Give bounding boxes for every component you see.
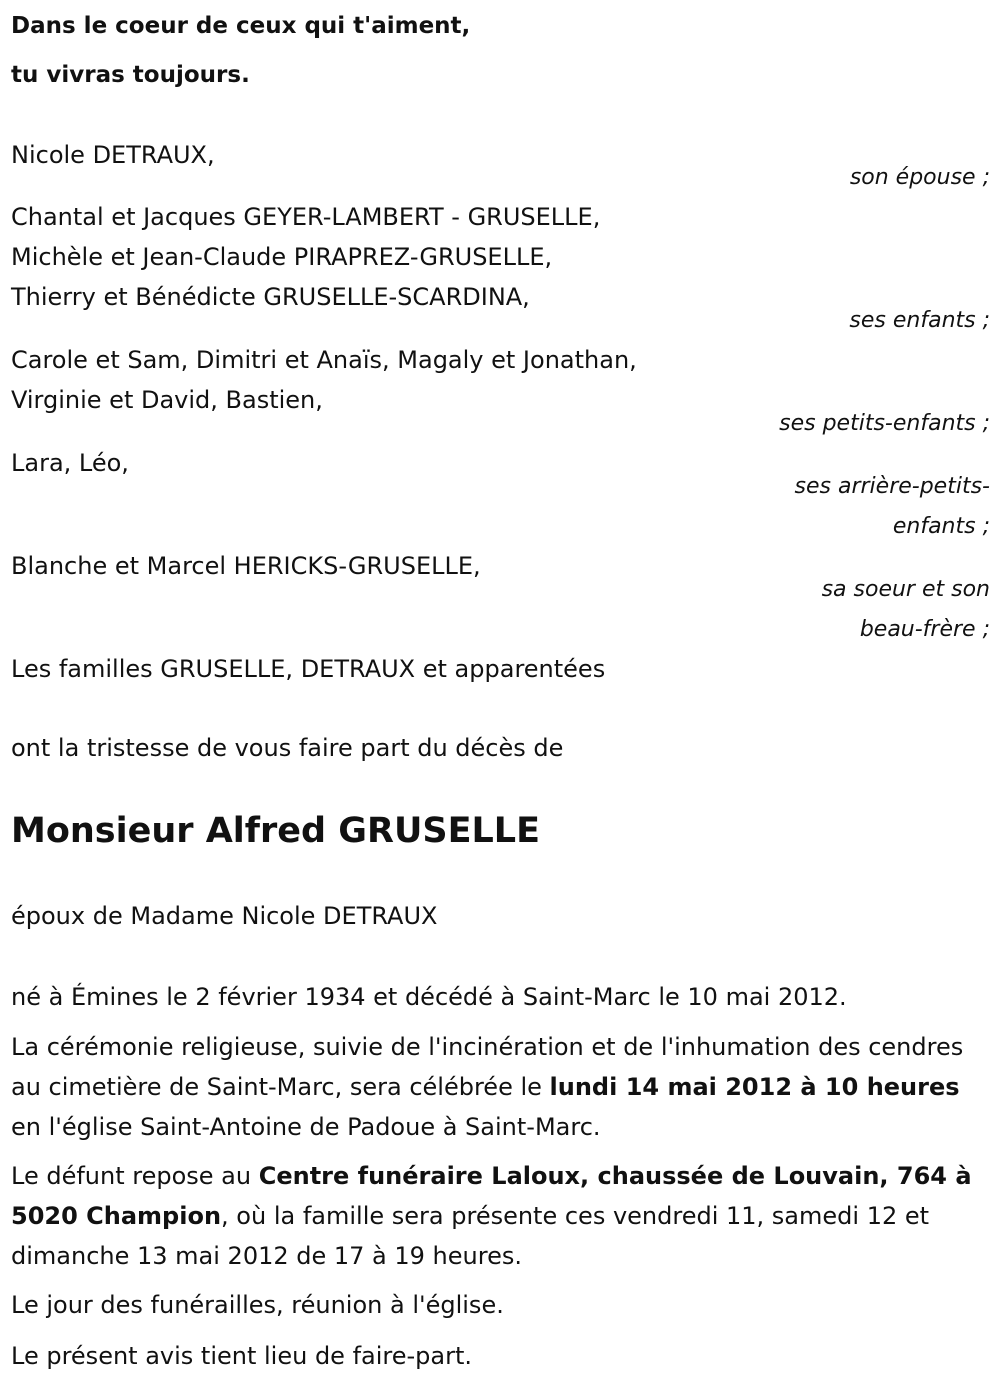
ceremony-place: en l'église Saint-Antoine de Padoue à Saint-Marc. [11, 1113, 601, 1141]
child-name: Thierry et Bénédicte GRUSELLE-SCARDINA, [11, 283, 530, 311]
ceremony-datetime: lundi 14 mai 2012 à 10 heures [549, 1073, 960, 1101]
sibling-relation: beau-frère ; [859, 617, 990, 642]
ceremony-paragraph [11, 1027, 989, 1147]
spouse-of-line: époux de Madame Nicole DETRAUX [11, 902, 438, 930]
birth-death-line: né à Émines le 2 février 1934 et décédé à Saint-Marc le 10 mai 2012. [11, 983, 847, 1011]
motto-line-1: Dans le coeur de ceux qui t'aiment, [11, 13, 471, 39]
spouse-name: Nicole DETRAUX, [11, 141, 215, 169]
deceased-name: Monsieur Alfred GRUSELLE [11, 811, 540, 851]
rest-text: Le défunt repose au [11, 1162, 259, 1190]
announcement-line: ont la tristesse de vous faire part du décès de [11, 734, 564, 762]
grandchildren-relation: ses petits-enfants ; [779, 411, 990, 436]
spouse-relation: son épouse ; [849, 165, 990, 190]
motto-line-2: tu vivras toujours. [11, 62, 250, 88]
ceremony-text: La cérémonie religieuse, suivie de l'incinération et de l'inhumation des cendres au cimetière de Saint-Marc, sera célébrée le [11, 1033, 964, 1101]
funeral-home-address: Centre funéraire Laloux, chaussée de Louvain, 764 à 5020 Champion [11, 1162, 972, 1230]
great-grandchildren-relation: ses arrière-petits- [794, 474, 990, 499]
sibling-names: Blanche et Marcel HERICKS-GRUSELLE, [11, 552, 481, 580]
visiting-hours: , où la famille sera présente ces vendredi 11, samedi 12 et dimanche 13 mai 2012 de 17 à 19 heures. [11, 1202, 930, 1270]
great-grandchildren-names: Lara, Léo, [11, 449, 129, 477]
notice-line: Le présent avis tient lieu de faire-part. [11, 1342, 473, 1370]
child-name: Chantal et Jacques GEYER-LAMBERT - GRUSELLE, [11, 203, 601, 231]
rest-paragraph [11, 1156, 989, 1276]
grandchildren-names: Carole et Sam, Dimitri et Anaïs, Magaly et Jonathan, [11, 346, 637, 374]
sibling-relation: sa soeur et son [821, 577, 990, 602]
grandchildren-names: Virginie et David, Bastien, [11, 386, 323, 414]
great-grandchildren-relation: enfants ; [892, 514, 990, 539]
children-relation: ses enfants ; [849, 308, 990, 333]
child-name: Michèle et Jean-Claude PIRAPREZ-GRUSELLE, [11, 243, 553, 271]
families-line: Les familles GRUSELLE, DETRAUX et apparentées [11, 655, 606, 683]
meeting-line: Le jour des funérailles, réunion à l'église. [11, 1291, 504, 1319]
